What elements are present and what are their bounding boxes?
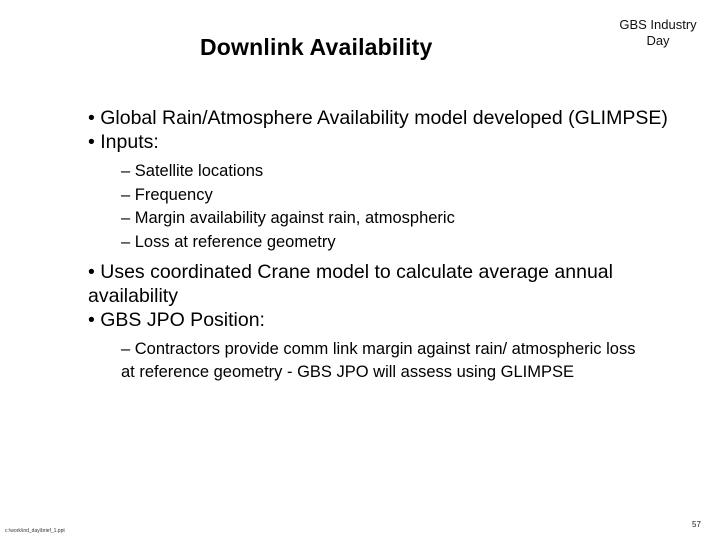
footer-file-path: c:\work\ind_day\brief_1.ppt — [5, 528, 65, 534]
event-label: GBS Industry Day — [619, 17, 697, 48]
sub-item-frequency: – Frequency — [121, 185, 213, 204]
bullet-inputs: • Inputs: — [88, 131, 159, 153]
page-number: 57 — [692, 520, 701, 529]
bullet-jpo-position: • GBS JPO Position: — [88, 309, 265, 331]
sub-item-loss-reference: – Loss at reference geometry — [121, 232, 336, 251]
sub-item-contractors: – Contractors provide comm link margin against rain/ atmospheric loss at reference geometry - GBS JPO will assess using GLIMPSE — [121, 340, 636, 381]
sub-item-margin-availability: – Margin availability against rain, atmospheric — [121, 209, 455, 227]
bullet-crane-model: • Uses coordinated Crane model to calculate average annual availability — [88, 261, 613, 307]
inputs-sublist — [121, 160, 688, 254]
sub-item-satellite-locations: – Satellite locations — [121, 162, 264, 180]
slide-body — [88, 106, 688, 384]
slide-title: Downlink Availability — [200, 34, 433, 60]
bullet-glimpse-model: • Global Rain/Atmosphere Availability model developed (GLIMPSE) — [88, 107, 668, 129]
